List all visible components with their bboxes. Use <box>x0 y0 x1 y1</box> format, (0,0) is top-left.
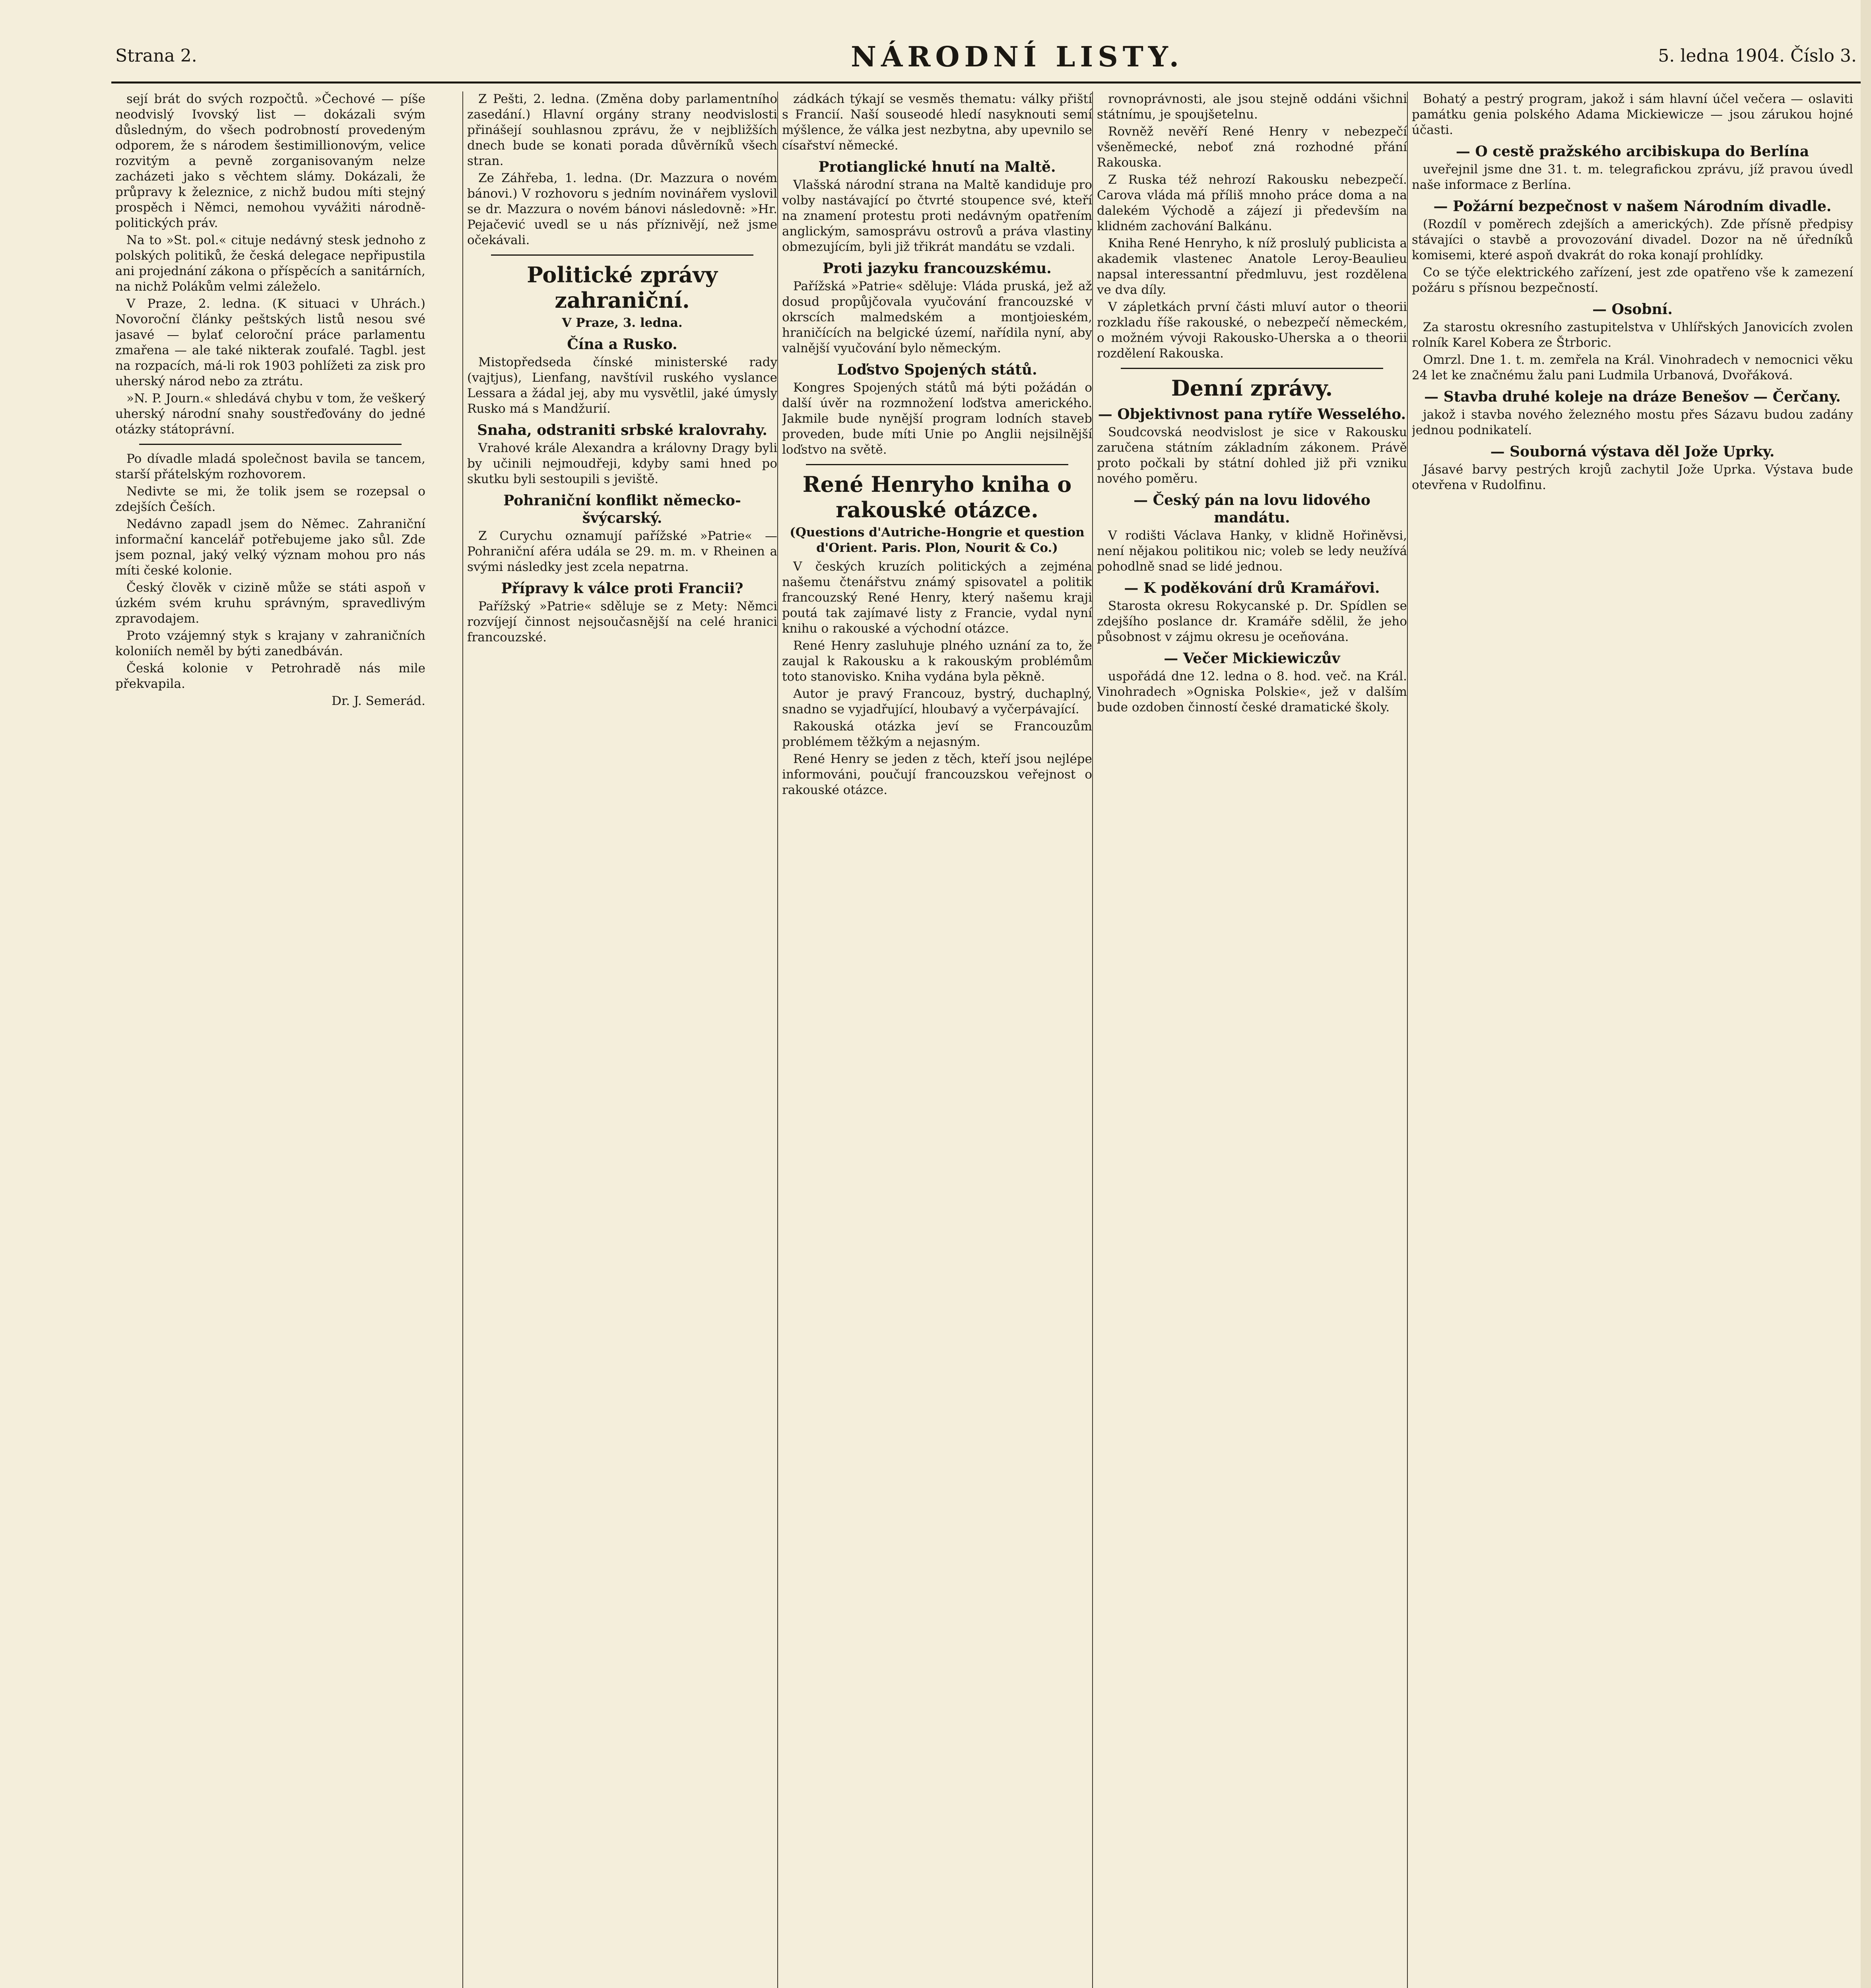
article-paragraph: Na to »St. pol.« cituje nedávný stesk jednoho z polských politiků, že česká delegace nepřipustila ani projednání zákona o příspěcích a sanitárních, na nichž Polákům velmi záleželo. <box>115 233 425 294</box>
column-3 <box>782 91 1092 1988</box>
article-paragraph: Vrahové krále Alexandra a královny Dragy byli by učinili nejmoudřeji, kdyby sami hned po skutku byli sestoupili s jeviště. <box>467 441 777 486</box>
article-paragraph: Nedivte se mi, že tolik jsem se rozepsal o zdejších Češích. <box>115 484 425 514</box>
article-paragraph: sejí brát do svých rozpočtů. »Čechové — píše neodvislý Ivovský list — dokázali svým důsledným, do všech podrobností provedeným odporem, že s národem šestimillionovým, velice rozvitým a pevně zorganisovaným nelze zacházeti jako s věchtem slámy. Dokázali, že průpravy k železnice, z nichž budou míti stejný prospěch i Němci, nemohou vyvážiti národně-politických práv. <box>115 92 425 230</box>
header-rule <box>111 82 1861 83</box>
article-heading: — Souborná výstava děl Jože Uprky. <box>1490 443 1775 460</box>
article-paragraph: zádkách týkají se vesměs thematu: války přiští s Francií. Naší souseodé hledí nasyknouti semí mýšlence, že válka jest nezbytna, aby upevnilo se císařství německé. <box>782 92 1092 153</box>
article-paragraph: (Rozdíl v poměrech zdejších a amerických). Zde přísně předpisy stávajíci o stavbě a provozování divadel. Dozor na ně úředníků komisemi, které aspoň dvakrát do roka konají prohlídky. <box>1412 217 1853 262</box>
article-paragraph: V Praze, 2. ledna. (K situaci v Uhrách.) Novoroční články peštských listů nesou své jasavé — bylať celoroční práce parlamentu zmařena — ale také nikterak zoufalé. Tagbl. jest na rozpacích, má-li rok 1903 pohlížeti za zisk pro uherský národ nebo za ztrátu. <box>115 297 425 388</box>
page-header <box>115 38 1857 85</box>
article-paragraph: Starosta okresu Rokycanské p. Dr. Spídlen se zdejšího poslance dr. Kramáře sdělil, že jeho působnost v zájmu okresu je oceňována. <box>1097 599 1407 644</box>
dateline: V Praze, 3. ledna. <box>562 316 683 330</box>
column-rule <box>462 91 463 1988</box>
article-paragraph: René Henry zasluhuje plného uznání za to, že zaujal k Rakousku a k rakouským problémům toto stanovisko. Kniha vydána byla pěkně. <box>782 639 1092 684</box>
article-paragraph: Ze Záhřeba, 1. ledna. (Dr. Mazzura o novém bánovi.) V rozhovoru s jedním novinářem vyslovil se dr. Mazzura o novém bánovi následovně: »Hr. Pejačević uvedl se u nás příznivějí, než jsme očekávali. <box>467 171 777 247</box>
article-heading: — Objektivnost pana rytíře Wesselého. <box>1098 406 1406 423</box>
article-paragraph: rovnoprávnosti, ale jsou stejně oddáni všichni státnímu, je spoujšetelnu. <box>1097 92 1407 122</box>
masthead-title: NÁRODNÍ LISTY. <box>851 40 1184 73</box>
article-paragraph: Co se týče elektrického zařízení, jest zde opatřeno vše k zamezení požáru s přísnou bezpečností. <box>1412 265 1853 295</box>
column-4 <box>1097 91 1407 1988</box>
column-1 <box>115 91 425 1988</box>
article-paragraph: Z Pešti, 2. ledna. (Změna doby parlamentního zasedání.) Hlavní orgány strany neodvislosti přinášejí souhlasnou zprávu, že v nejbližších dnech bude se konati porada důvěrníků všech stran. <box>467 92 777 168</box>
author-signature: Dr. J. Semerád. <box>331 694 425 708</box>
article-heading: Protianglické hnutí na Maltě. <box>818 159 1056 175</box>
article-heading: — Stavba druhé koleje na dráze Benešov — Čerčany. <box>1424 388 1841 405</box>
article-paragraph: Bohatý a pestrý program, jakož i sám hlavní účel večera — oslaviti památku genia polského Adama Mickiewicze — jsou zárukou hojné účasti. <box>1412 92 1853 137</box>
section-divider <box>806 464 1068 465</box>
article-paragraph: Nedávno zapadl jsem do Němec. Zahraniční informační kancelář potřebujeme jako sůl. Zde jsem poznal, jaký velký význam mohou pro nás míti české kolonie. <box>115 517 425 578</box>
column-rule <box>1407 91 1408 1988</box>
article-paragraph: Kongres Spojených států má býti požádán o další úvěr na rozmnožení loďstva amerického. Jakmile bude nynější program lodních staveb proveden, bude míti Unie po Anglii nejsilnější loďstvo na světě. <box>782 381 1092 457</box>
article-paragraph: uveřejnil jsme dne 31. t. m. telegrafickou zprávu, jíž pravou úvedl naše informace z Berlína. <box>1412 162 1853 192</box>
page-edge <box>1861 0 1871 1988</box>
article-heading: — Český pán na lovu lidového mandátu. <box>1133 492 1370 526</box>
issue-date: 5. ledna 1904. Číslo 3. <box>1658 46 1857 66</box>
column-rule <box>1092 91 1093 1988</box>
article-heading: Čína a Rusko. <box>567 336 677 353</box>
book-subtitle: (Questions d'Autriche-Hongrie et question d'Orient. Paris. Plon, Nourit & Co.) <box>790 525 1085 555</box>
article-paragraph: Z Curychu oznamují pařížské »Patrie« — Pohraniční aféra udála se 29. m. m. v Rheinen a svými následky jest zcela nepatrna. <box>467 529 777 574</box>
article-heading: Loďstvo Spojených států. <box>837 361 1037 378</box>
page-number: Strana 2. <box>115 46 197 66</box>
article-paragraph: Soudcovská neodvislost je sice v Rakousku zaručena státním základním zákonem. Právě proto počkali by státní dohled již při vzniku nového poměru. <box>1097 425 1407 486</box>
section-heading: René Henryho kniha o rakouské otázce. <box>802 472 1072 522</box>
article-paragraph: Pařížská »Patrie« sděluje: Vláda pruská, jež až dosud propůjčovala vyučování francouzské v okrscích malmedském a montjoieském, hraničících na belgické území, nařídila nyní, aby valnější vyučování bylo německým. <box>782 279 1092 355</box>
article-paragraph: Kniha René Henryho, k níž proslulý publicista a akademik vlastenec Anatole Leroy-Beaulieu napsal interessantní předmluvu, jest rozdělena ve dva díly. <box>1097 236 1407 297</box>
article-heading: — K poděkování drů Kramářovi. <box>1124 580 1380 596</box>
article-heading: — Večer Mickiewiczův <box>1164 650 1340 667</box>
article-paragraph: Česká kolonie v Petrohradě nás mile překvapila. <box>115 661 425 691</box>
article-paragraph: Rakouská otázka jeví se Francouzům problémem těžkým a nejasným. <box>782 719 1092 749</box>
article-paragraph: Rovněž nevěří René Henry v nebezpečí všeněmecké, neboť zná rozhodné přání Rakouska. <box>1097 124 1407 170</box>
article-paragraph: V rodišti Václava Hanky, v klidně Hořiněvsi, není nějakou politikou nic; voleb se ledy neužívá pohodlně snad se lidé jednou. <box>1097 528 1407 574</box>
article-heading: — Osobní. <box>1592 301 1673 318</box>
article-paragraph: Mistopředseda čínské ministerské rady (vajtjus), Lienfang, navštívil ruského vyslance Lessara a žádal jej, aby mu vysvětlil, jaké úmysly Rusko má s Mandžurií. <box>467 355 777 416</box>
feuilleton-intro: Po dívadle mladá společnost bavila se tancem, starší přátelským rozhovorem. <box>115 452 425 481</box>
article-paragraph: Proto vzájemný styk s krajany v zahraničních koloniích neměl by býti zanedbáván. <box>115 629 425 658</box>
article-paragraph: Jásavé barvy pestrých krojů zachytil Jože Uprka. Výstava bude otevřena v Rudolfinu. <box>1412 462 1853 492</box>
article-paragraph: V zápletkách první části mluví autor o theorii rozkladu říše rakouské, o nebezpečí německém, o možném vývoji Rakousko-Uherska a o theorii rozdělení Rakouska. <box>1097 300 1407 361</box>
article-paragraph: Omrzl. Dne 1. t. m. zemřela na Král. Vinohradech v nemocnici věku 24 let ke značnému žalu pani Ludmila Urbanová, Dvořáková. <box>1412 353 1853 382</box>
article-paragraph: V českých kruzích politických a zejména našemu čtenářstvu známý spisovatel a politik francouzský René Henry, který našemu kraji poutá tak zajímavé listy z Francie, vydal nyní knihu o rakouské a východní otázce. <box>782 559 1092 636</box>
column-rule <box>777 91 778 1988</box>
article-heading: Proti jazyku francouzskému. <box>823 260 1052 277</box>
section-divider <box>139 444 402 445</box>
article-heading: Snaha, odstraniti srbské kralovrahy. <box>477 422 767 439</box>
article-heading: Přípravy k válce proti Francii? <box>501 580 743 597</box>
article-heading: — O cestě pražského arcibiskupa do Berlína <box>1456 143 1809 160</box>
article-paragraph: Za starostu okresního zastupitelstva v Uhlířských Janovicích zvolen rolník Karel Kobera ze Štrboric. <box>1412 320 1853 350</box>
article-paragraph: Pařížský »Patrie« sděluje se z Mety: Němci rozvíjejí činnost nejsoučasnější na celé hranici francouzské. <box>467 599 777 645</box>
article-paragraph: René Henry se jeden z těch, kteří jsou nejlépe informováni, poučují francouzskou veřejnost o rakouské otázce. <box>782 752 1092 797</box>
article-paragraph: jakož i stavba nového železného mostu přes Sázavu budou zadány jednou podnikatelí. <box>1412 408 1853 437</box>
article-heading: Pohraniční konflikt německo-švýcarský. <box>503 492 741 526</box>
article-paragraph: Z Ruska též nehrozí Rakousku nebezpečí. Carova vláda má příliš mnoho práce doma a na dalekém Východě a zájezí ji především na klidném zachování Balkánu. <box>1097 173 1407 233</box>
article-paragraph: Český člověk v cizině může se státi aspoň v úzkém svém kruhu správným, spravedlivým zpravodajem. <box>115 580 425 626</box>
column-2 <box>467 91 777 1988</box>
section-divider <box>1121 368 1383 369</box>
section-heading: Denní zprávy. <box>1171 375 1333 401</box>
column-5 <box>1412 91 1853 1988</box>
article-heading: — Požární bezpečnost v našem Národním divadle. <box>1433 198 1832 215</box>
article-paragraph: Vlašská národní strana na Maltě kandiduje pro volby nastávající po čtvrté stoupence své, kteří na znamení protestu proti nedávným opatřením anglickým, samosprávu ostrovů a práva vlastiny obmezujícím, byli již třikrát mandátu se vzdali. <box>782 178 1092 254</box>
section-divider <box>491 254 753 256</box>
article-paragraph: Autor je pravý Francouz, bystrý, duchaplný, snadno se vyjadřující, hloubavý a vyčerpávající. <box>782 687 1092 716</box>
article-paragraph: uspořádá dne 12. ledna o 8. hod. več. na Král. Vinohradech »Ogniska Polskie«, jež v dalším bude ozdoben činností české dramatické školy. <box>1097 669 1407 714</box>
section-heading: Politické zprávy zahraniční. <box>527 262 718 313</box>
article-paragraph: »N. P. Journ.« shledává chybu v tom, že veškerý uherský národní snahy soustřeďovány do jedné otázky státoprávní. <box>115 391 425 437</box>
